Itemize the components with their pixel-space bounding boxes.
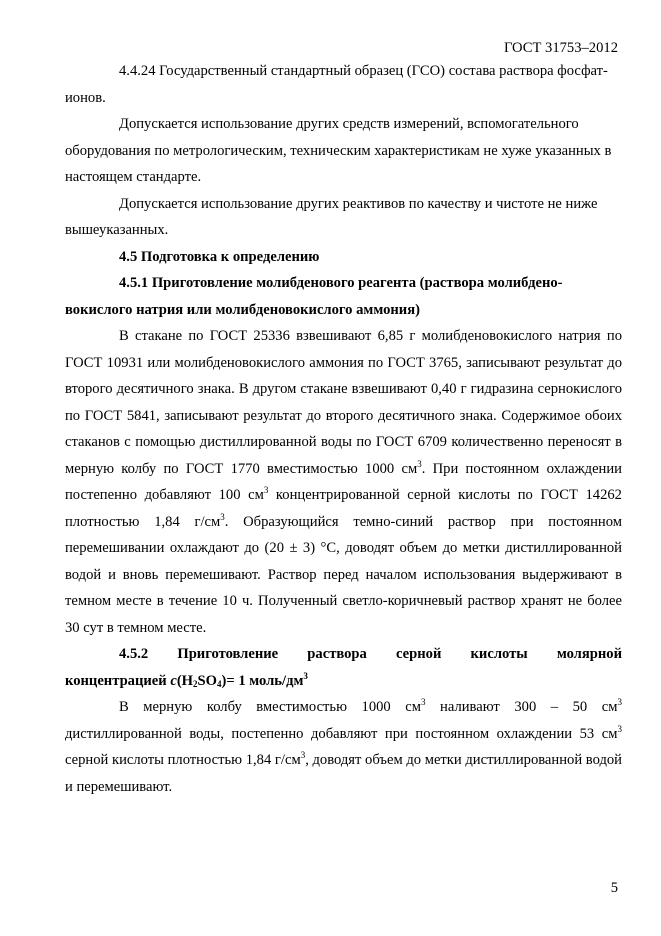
text-segment: , доводят объем до метки дистиллированной водой и перемешивают.	[65, 752, 622, 795]
text-segment: концентрированной серной кислоты по ГОСТ 14262 плотностью 1,84 г/см	[65, 487, 622, 530]
paragraph-other-instruments: Допускается использование других средств измерений, вспомогательного оборудования по метрологическим, техническим характеристикам не хуже указанных в настоящем стандарте.	[65, 116, 612, 185]
text-segment: дистиллированной воды, постепенно добавляют при постоянном охлаждении 53 см	[65, 725, 618, 742]
subscript: 2	[193, 678, 198, 689]
superscript: 3	[300, 750, 306, 760]
page-number: 5	[610, 880, 618, 896]
document-code-header: ГОСТ 31753–2012	[503, 40, 618, 56]
superscript: 3	[303, 670, 308, 681]
heading-4-5: 4.5 Подготовка к определению	[119, 248, 320, 265]
text-segment: концентрацией	[65, 672, 171, 689]
superscript: 3	[263, 485, 269, 495]
text-segment: серной кислоты плотностью 1,84 г/см	[65, 752, 301, 768]
concentration-symbol: c	[170, 672, 177, 689]
superscript: 3	[617, 697, 622, 707]
paragraph-4-5-1-body	[65, 323, 622, 641]
text-segment: (H	[176, 672, 194, 689]
superscript: 3	[617, 723, 622, 734]
heading-4-5-1: 4.5.1 Приготовление молибденового реагента (раствора молибдено-вокислого натрия или молибденовокислого аммония)	[65, 275, 563, 318]
superscript: 3	[220, 511, 225, 522]
text-segment: В мерную колбу вместимостью 1000 см	[119, 699, 421, 715]
document-body	[65, 58, 622, 800]
text-segment: . Образующийся темно-синий раствор при постоянном перемешивании охлаждают до (20 ± 3) °С, доводят объем до метки дистиллированной водой и вновь перемешивают. Раствор перед началом использования выдерживают в темном месте в течение 10 ч. Полученный светло-коричневый раствор хранят не более 30 сут в темном месте.	[65, 513, 622, 636]
text-segment: . При постоянном охлаждении постепенно добавляют 100 см	[65, 460, 622, 503]
text-segment: наливают 300 – 50 см	[425, 699, 618, 715]
subscript: 4	[217, 678, 222, 689]
paragraph-other-reagents: Допускается использование других реактивов по качеству и чистоте не ниже вышеуказанных.	[65, 195, 598, 238]
text-segment: В стакане по ГОСТ 25336 взвешивают 6,85 г молибденовокислого натрия по ГОСТ 10931 или молибденовокислого аммония по ГОСТ 3765, записывают результат до второго десятичного знака. В другом стакане взвешивают 0,40 г гидразина сернокислого по ГОСТ 5841, записывают результат до второго десятичного знака. Содержимое обоих стаканов с помощью дистиллированной воды по ГОСТ 6709 количественно переносят в мерную колбу по ГОСТ 1770 вместимостью 1000 см	[65, 328, 622, 477]
heading-4-5-2-line1: 4.5.2 Приготовление раствора серной кислоты молярной	[119, 646, 622, 662]
text-segment: SO	[197, 672, 217, 689]
paragraph-4-4-24: 4.4.24 Государственный стандартный образец (ГСО) состава раствора фосфат-ионов.	[65, 63, 608, 106]
superscript: 3	[417, 458, 422, 469]
superscript: 3	[420, 697, 426, 707]
text-segment: )= 1 моль/дм	[221, 672, 304, 689]
paragraph-4-5-2-body	[65, 694, 622, 800]
heading-4-5-2-line2	[65, 668, 622, 695]
